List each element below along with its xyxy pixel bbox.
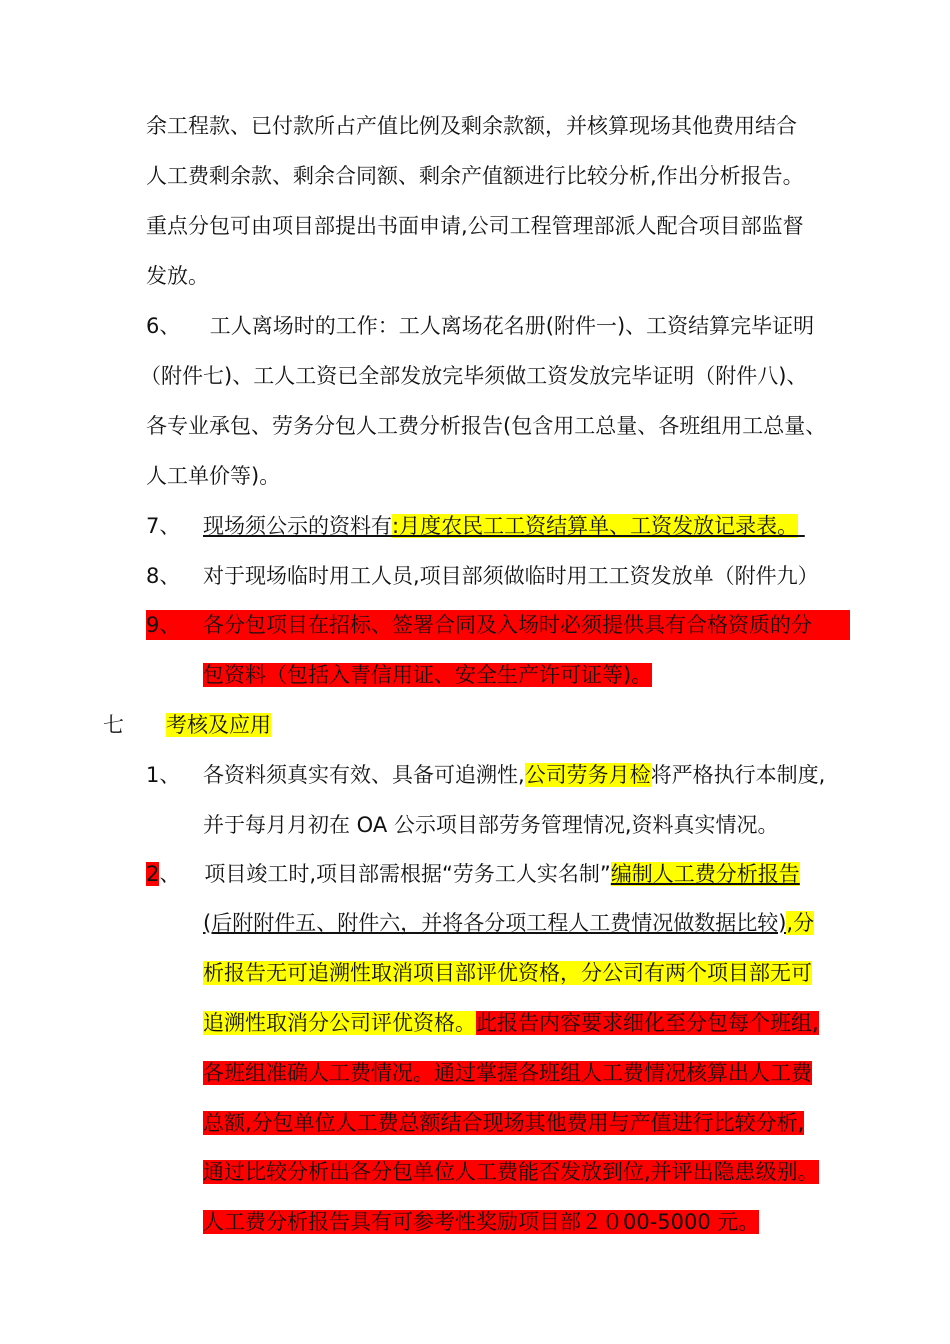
item-number: 1、 <box>146 763 181 787</box>
paragraph-line: （附件七)、工人工资已全部发放完毕须做工资发放完毕证明（附件八)、 <box>140 364 808 388</box>
item-text: 工人离场时的工作：工人离场花名册(附件一)、工资结算完毕证明 <box>209 314 815 338</box>
list-item-9 <box>146 610 850 640</box>
paragraph-line: 并于每月月初在 OA 公示项目部劳务管理情况,资料真实情况。 <box>203 813 779 837</box>
paragraph-line: 各专业承包、劳务分包人工费分析报告(包含用工总量、各班组用工总量、 <box>146 414 827 438</box>
highlighted-red-text: 总额,分包单位人工费总额结合现场其他费用与产值进行比较分析, <box>203 1111 805 1135</box>
paragraph-line <box>203 1157 819 1187</box>
paragraph-line <box>203 1108 804 1138</box>
paragraph-line: 人工费剩余款、剩余合同额、剩余产值额进行比较分析,作出分析报告。 <box>146 164 804 188</box>
highlighted-text: :月度农民工工资结算单、工资发放记录表。 <box>392 514 799 538</box>
item-number: 8、 <box>146 564 181 588</box>
paragraph-line: 人工单价等)。 <box>146 464 281 488</box>
paragraph-line: 余工程款、已付款所占产值比例及剩余款额，并核算现场其他费用结合 <box>146 114 797 138</box>
item-text: 项目竣工时,项目部需根据“劳务工人实名制” <box>204 862 611 886</box>
item-number: 9、 <box>146 613 181 637</box>
paragraph-line <box>203 1207 759 1237</box>
paragraph-line <box>203 1008 819 1038</box>
item-text: 现场须公示的资料有 <box>203 514 392 538</box>
paragraph-line <box>203 660 652 690</box>
list-item-7 <box>146 511 805 541</box>
highlighted-text: ,分 <box>786 911 815 935</box>
item-text: 各资料须真实有效、具备可追溯性, <box>203 763 525 787</box>
highlighted-red-text: 包资料（包括入青信用证、安全生产许可证等)。 <box>203 663 653 687</box>
highlighted-text: 析报告无可追溯性取消项目部评优资格，分公司有两个项目部无可 <box>203 961 812 985</box>
paragraph-line: 发放。 <box>146 264 209 288</box>
paragraph-line: 重点分包可由项目部提出书面申请,公司工程管理部派人配合项目部监督 <box>146 214 804 238</box>
item-text: 对于现场临时用工人员,项目部须做临时用工工资发放单（附件九） <box>203 564 819 588</box>
highlighted-red-text: 各班组准确人工费情况。通过掌握各班组人工费情况核算出人工费 <box>203 1061 812 1085</box>
section-number: 七 <box>103 713 124 737</box>
list-item-6 <box>146 311 814 341</box>
highlighted-red-line <box>146 610 850 640</box>
list-item-1 <box>146 760 825 790</box>
list-item-2 <box>146 859 800 889</box>
highlighted-text: 编制人工费分析报告 <box>610 862 800 886</box>
highlighted-red-text: 人工费分析报告具有可参考性奖励项目部２０00-5000 元。 <box>203 1210 760 1234</box>
item-number: 6、 <box>146 314 181 338</box>
item-number-digit: 2 <box>146 862 160 886</box>
item-text: 将严格执行本制度, <box>650 763 826 787</box>
highlighted-red-text: 此报告内容要求细化至分包每个班组, <box>476 1011 819 1035</box>
underlined-text: (后附附件五、附件六，并将各分项工程人工费情况做数据比较) <box>203 911 787 935</box>
highlighted-red-text: 通过比较分析出各分包单位人工费能否发放到位,并评出隐患级别。 <box>203 1160 819 1184</box>
highlighted-text: 追溯性取消分公司评优资格。 <box>203 1011 476 1035</box>
section-title: 考核及应用 <box>166 713 271 737</box>
paragraph-line <box>203 908 814 938</box>
paragraph-line <box>203 1058 812 1088</box>
highlighted-text: 公司劳务月检 <box>524 763 651 787</box>
item-number: 7、 <box>146 514 181 538</box>
list-item-8 <box>146 561 819 591</box>
item-text: 各分包项目在招标、签署合同及入场时必须提供具有合格资质的分 <box>203 613 812 637</box>
item-number-mark: 、 <box>159 862 181 886</box>
paragraph-line <box>203 958 812 988</box>
section-heading <box>103 710 271 740</box>
